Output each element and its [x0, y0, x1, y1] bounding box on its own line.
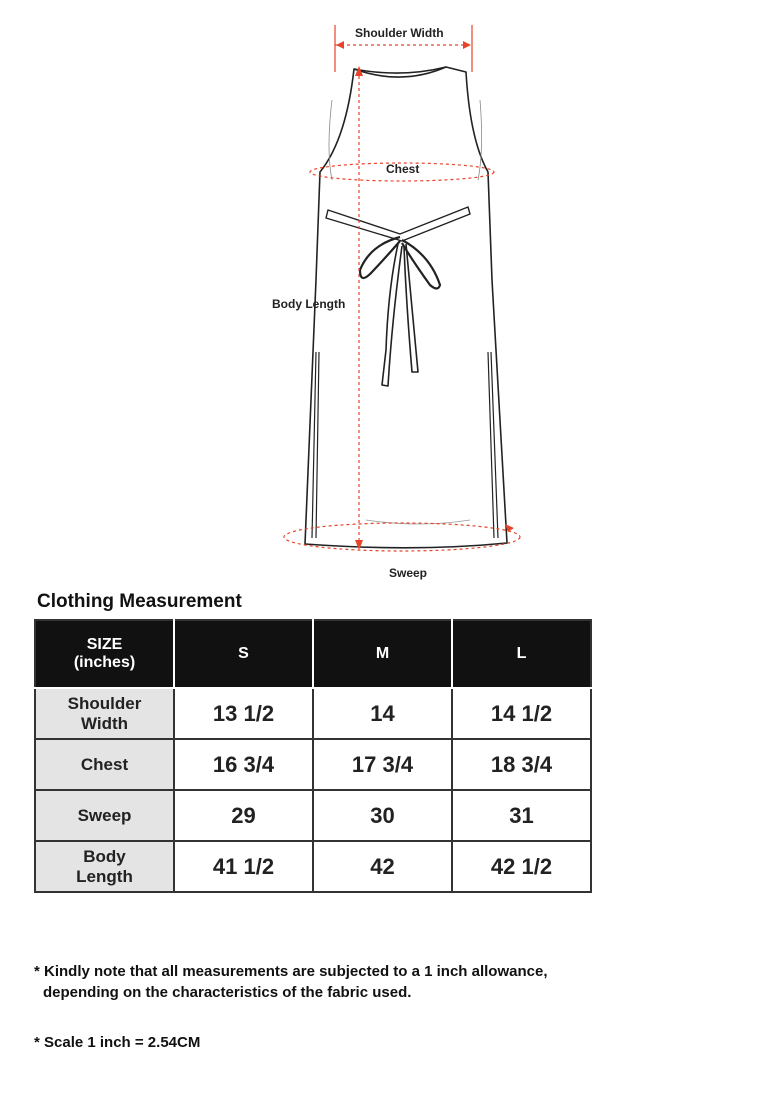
row-label-body-length — [35, 841, 174, 892]
sweep-label: Sweep — [389, 566, 428, 580]
chest-label: Chest — [386, 162, 420, 176]
table-cell: 14 — [313, 688, 452, 739]
table-cell: 41 1/2 — [174, 841, 313, 892]
table-title: Clothing Measurement — [37, 591, 242, 612]
waist-tie-band — [326, 207, 470, 241]
table-cell: 29 — [174, 790, 313, 841]
column-header-m: M — [313, 620, 452, 688]
allowance-note-line2: depending on the characteristics of the fabric used. — [43, 984, 412, 1001]
scale-note: * Scale 1 inch = 2.54CM — [34, 1034, 201, 1051]
left-side-slit — [312, 352, 319, 538]
hem-inner — [366, 520, 470, 524]
sweep-ellipse — [284, 523, 520, 551]
row-label-chest — [35, 739, 174, 790]
row-label-line1: Body — [83, 846, 126, 866]
table-cell: 30 — [313, 790, 452, 841]
allowance-note — [34, 961, 654, 1003]
table-cell: 18 3/4 — [452, 739, 591, 790]
table-cell: 42 — [313, 841, 452, 892]
table-header-row — [35, 620, 591, 688]
left-armhole-seam — [329, 100, 332, 180]
row-label-line2: Width — [80, 713, 129, 733]
table-row — [35, 739, 591, 790]
row-label-line2: Length — [76, 866, 133, 886]
column-header-l: L — [452, 620, 591, 688]
shoulder-width-label: Shoulder Width — [355, 26, 444, 40]
allowance-note-line1: * Kindly note that all measurements are subjected to a 1 inch allowance, — [34, 963, 548, 980]
table-cell: 14 1/2 — [452, 688, 591, 739]
notes — [34, 961, 654, 1051]
size-table — [34, 619, 592, 893]
tie-string-left — [382, 244, 402, 386]
table-row — [35, 841, 591, 892]
table-cell: 17 3/4 — [313, 739, 452, 790]
shoulder-arrow-right — [463, 41, 471, 49]
row-label-line1: Shoulder — [67, 693, 142, 713]
table-row — [35, 688, 591, 739]
row-label-sweep — [35, 790, 174, 841]
column-header-s: S — [174, 620, 313, 688]
row-label-line1: Sweep — [77, 805, 132, 825]
body-length-label: Body Length — [272, 297, 346, 311]
tie-bow-loop — [360, 237, 400, 278]
row-label-line1: Chest — [80, 754, 129, 774]
size-header-line2: (inches) — [73, 654, 136, 671]
table-cell: 31 — [452, 790, 591, 841]
size-header-cell — [35, 620, 174, 688]
shoulder-arrow-left — [336, 41, 344, 49]
row-label-shoulder-width — [35, 688, 174, 739]
table-cell: 42 1/2 — [452, 841, 591, 892]
table-row — [35, 790, 591, 841]
right-side-slit — [488, 352, 498, 538]
right-armhole-seam — [478, 100, 482, 180]
table-cell: 16 3/4 — [174, 739, 313, 790]
table-cell: 13 1/2 — [174, 688, 313, 739]
size-header-line1: SIZE — [86, 636, 123, 653]
body-length-arrow-bottom — [355, 540, 363, 550]
